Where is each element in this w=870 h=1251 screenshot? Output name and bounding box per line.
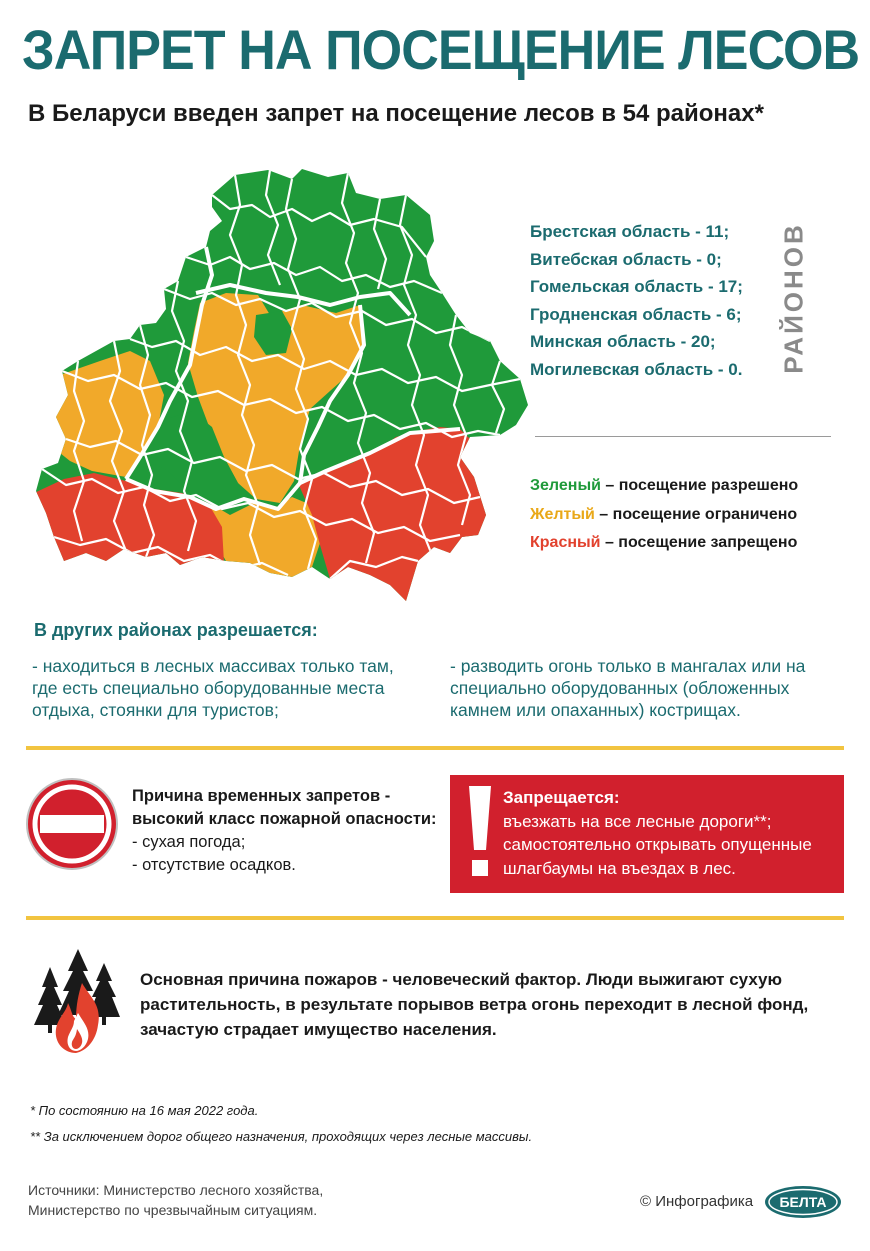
prohibited-item-2: самостоятельно открывать опущенные шлагбаумы на въездах в лес. (503, 835, 812, 878)
region-stat-minsk: Минская область - 20; (530, 332, 716, 351)
footnote-2: ** За исключением дорог общего назначения, проходящих через лесные массивы. (30, 1129, 533, 1144)
reason-item-1: - сухая погода; (132, 833, 246, 851)
divider-rule-top (26, 746, 844, 750)
legend-yellow-label: Желтый (530, 505, 595, 523)
region-stat-brest: Брестская область - 11; (530, 222, 730, 241)
region-stat-grodno: Гродненская область - 6; (530, 304, 742, 324)
reason-title: Причина временных запретов - высокий класс пожарной опасности: (132, 787, 437, 828)
districts-label-text: РАЙОНОВ (778, 222, 809, 374)
belarus-map (30, 165, 535, 610)
divider-rule-bottom (26, 916, 844, 920)
fire-cause-text: Основная причина пожаров - человеческий фактор. Люди выжигают сухую растительность, в результате порывов ветра огонь переходит в лесной фонд, зачастую страдает имущество населения. (140, 970, 809, 1039)
belta-logo (763, 1184, 843, 1220)
region-stat-mogilev: Могилевская область - 0. (530, 359, 743, 379)
divider (535, 436, 831, 437)
page-title: ЗАПРЕТ НА ПОСЕЩЕНИЕ ЛЕСОВ (22, 18, 860, 81)
sources (28, 1180, 408, 1220)
page-subtitle: В Беларуси введен запрет на посещение лесов в 54 районах* (28, 100, 764, 127)
forest-fire-icon (32, 947, 124, 1057)
legend-green-label: Зеленый (530, 477, 601, 494)
ban-reason (132, 785, 437, 877)
allowed-item-2: - разводить огонь только в мангалах или на специально оборудованных (обложенных камнем или опаханных) кострищах. (450, 656, 806, 720)
legend-yellow (530, 501, 830, 530)
allowed-item-1: - находиться в лесных массивах только там, где есть специально оборудованные места отдыха, стоянки для туристов; (32, 656, 394, 720)
reason-item-2: - отсутствие осадков. (132, 856, 296, 874)
prohibited-text (503, 786, 838, 880)
sources-line-1: Источники: Министерство лесного хозяйства, (28, 1182, 324, 1198)
prohibited-item-1: въезжать на все лесные дороги**; (503, 811, 772, 831)
region-stats (530, 218, 780, 383)
exclamation-icon (466, 784, 494, 884)
prohibited-title: Запрещается: (503, 788, 620, 807)
region-stat-vitebsk: Витебская область - 0; (530, 249, 722, 269)
legend-yellow-text: – посещение ограничено (594, 505, 798, 523)
no-entry-icon (24, 776, 120, 872)
sources-line-2: Министерство по чрезвычайным ситуациям. (28, 1202, 318, 1218)
legend-red-label: Красный (530, 534, 601, 551)
footnote-1: * По состоянию на 16 мая 2022 года. (30, 1103, 259, 1118)
legend-red (530, 529, 830, 558)
districts-vertical-label (776, 218, 812, 378)
legend-green (530, 472, 830, 501)
infographic-credit: © Инфографика (640, 1193, 754, 1210)
region-stat-gomel: Гомельская область - 17; (530, 277, 743, 296)
logo-text: БЕЛТА (779, 1194, 827, 1210)
map-legend (530, 472, 830, 558)
legend-red-text: – посещение запрещено (600, 534, 798, 551)
legend-green-text: – посещение разрешено (600, 477, 799, 494)
allowed-title: В других районах разрешается: (34, 620, 318, 640)
